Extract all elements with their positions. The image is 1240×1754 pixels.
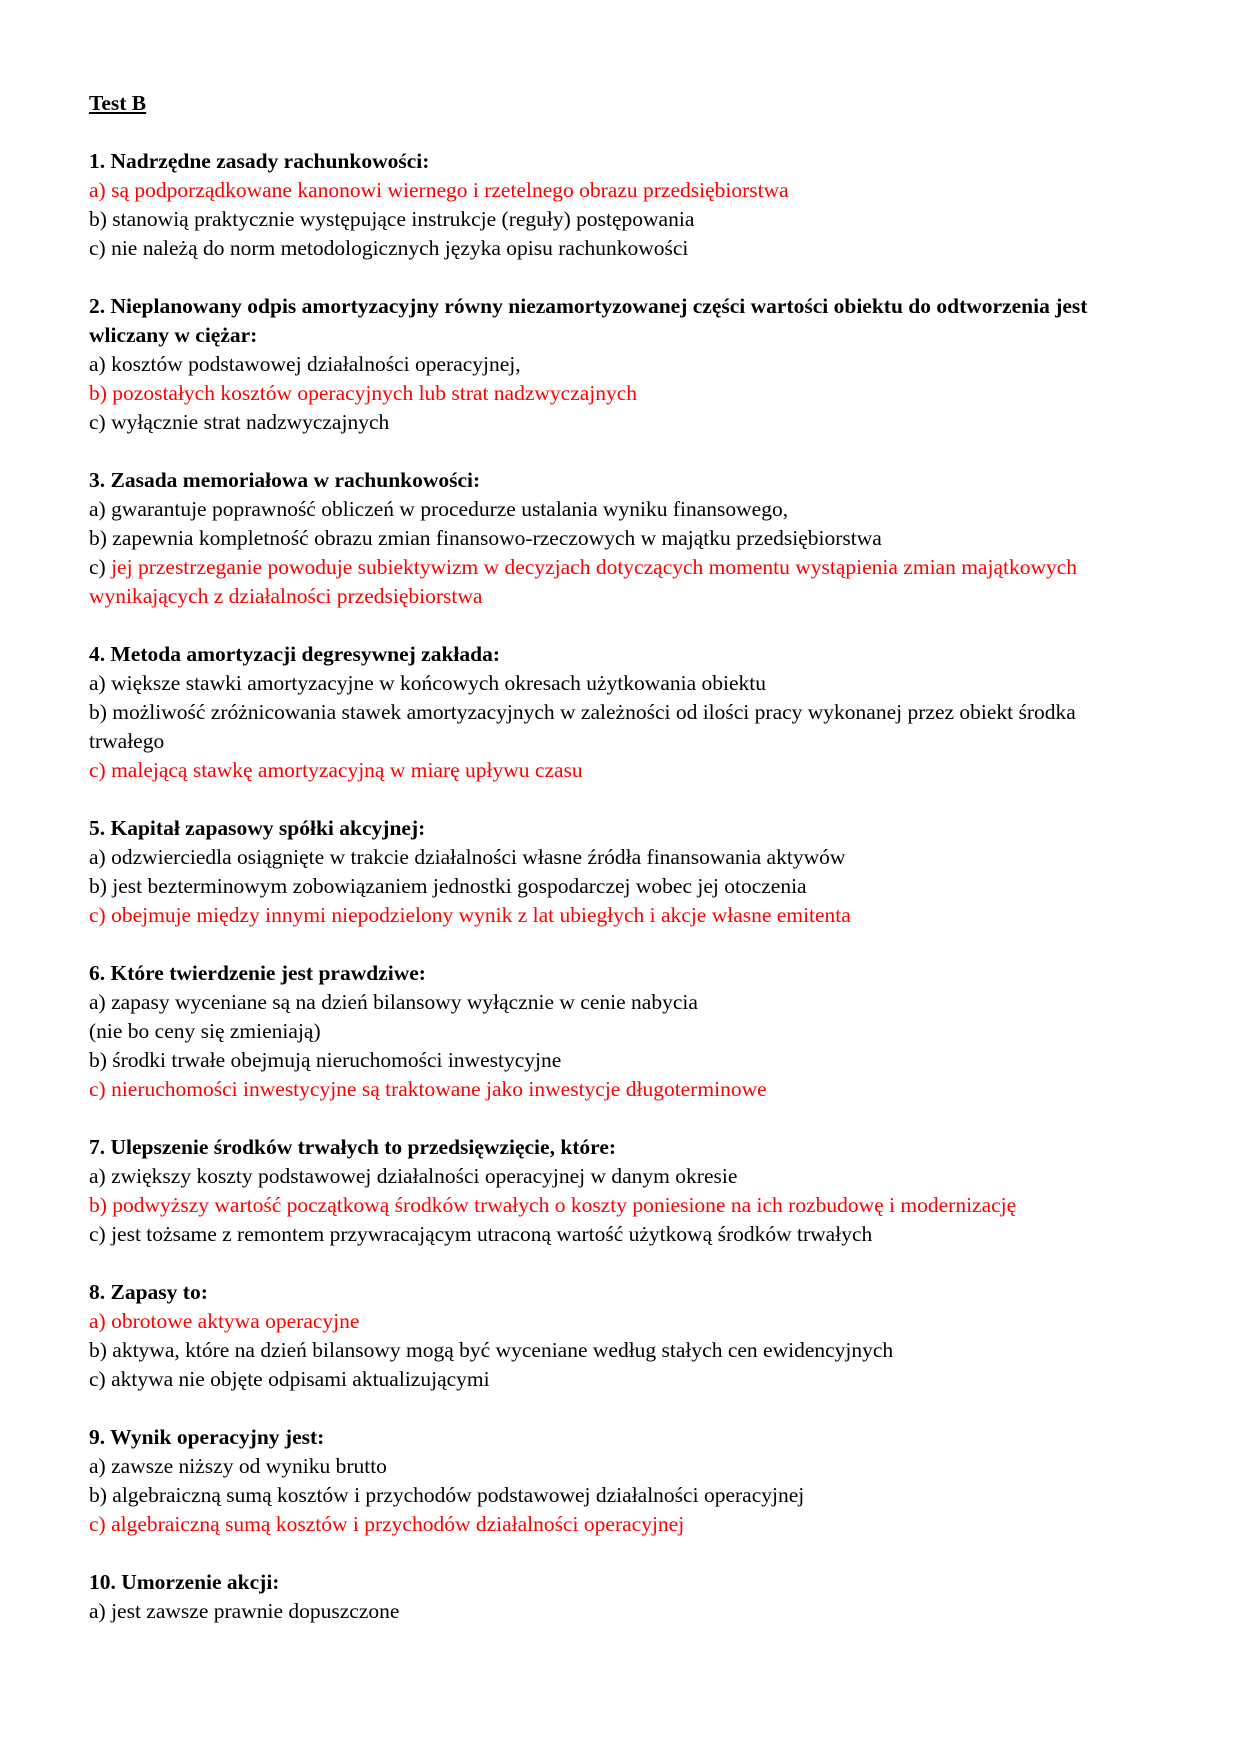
answer-a: a) jest zawsze prawnie dopuszczone [89, 1599, 400, 1623]
question-10 [89, 1568, 1149, 1626]
question-text: 10. Umorzenie akcji: [89, 1570, 280, 1594]
answer-a: a) kosztów podstawowej działalności operacyjnej, [89, 352, 521, 376]
answer-c: c) aktywa nie objęte odpisami aktualizującymi [89, 1367, 490, 1391]
question-6 [89, 959, 1149, 1104]
answer-note: (nie bo ceny się zmieniają) [89, 1019, 321, 1043]
question-text: 9. Wynik operacyjny jest: [89, 1425, 325, 1449]
question-5 [89, 814, 1149, 930]
question-4 [89, 640, 1149, 785]
answer-a: a) odzwierciedla osiągnięte w trakcie działalności własne źródła finansowania aktywów [89, 845, 846, 869]
answer-c: c) wyłącznie strat nadzwyczajnych [89, 410, 390, 434]
question-3 [89, 466, 1149, 611]
answer-c [89, 553, 1149, 611]
answer-b: b) stanowią praktycznie występujące instrukcje (reguły) postępowania [89, 207, 695, 231]
question-1 [89, 147, 1149, 263]
answer-c: c) jest tożsame z remontem przywracającym utraconą wartość użytkową środków trwałych [89, 1222, 873, 1246]
answer-c: c) obejmuje między innymi niepodzielony wynik z lat ubiegłych i akcje własne emitenta [89, 903, 851, 927]
question-7 [89, 1133, 1149, 1249]
question-text: 8. Zapasy to: [89, 1280, 208, 1304]
question-text: 4. Metoda amortyzacji degresywnej zakłada: [89, 642, 500, 666]
question-text: 5. Kapitał zapasowy spółki akcyjnej: [89, 816, 426, 840]
answer-b: b) zapewnia kompletność obrazu zmian finansowo-rzeczowych w majątku przedsiębiorstwa [89, 526, 882, 550]
answer-b: b) jest bezterminowym zobowiązaniem jednostki gospodarczej wobec jej otoczenia [89, 874, 807, 898]
answer-a: a) większe stawki amortyzacyjne w końcowych okresach użytkowania obiektu [89, 671, 767, 695]
answer-b: b) pozostałych kosztów operacyjnych lub strat nadzwyczajnych [89, 381, 638, 405]
question-text: 2. Nieplanowany odpis amortyzacyjny równy niezamortyzowanej części wartości obiektu do odtworzenia jest wliczany w ciężar: [89, 294, 1088, 347]
answer-c: c) nieruchomości inwestycyjne są traktowane jako inwestycje długoterminowe [89, 1077, 767, 1101]
answer-c-prefix: c) [89, 555, 112, 579]
answer-c: c) malejącą stawkę amortyzacyjną w miarę upływu czasu [89, 758, 583, 782]
question-2 [89, 292, 1149, 437]
question-text: 6. Które twierdzenie jest prawdziwe: [89, 961, 426, 985]
question-text: 7. Ulepszenie środków trwałych to przedsięwzięcie, które: [89, 1135, 617, 1159]
answer-b: b) środki trwałe obejmują nieruchomości inwestycyjne [89, 1048, 562, 1072]
answer-a: a) zapasy wyceniane są na dzień bilansowy wyłącznie w cenie nabycia [89, 990, 698, 1014]
question-text: 1. Nadrzędne zasady rachunkowości: [89, 149, 430, 173]
answer-a: a) zwiększy koszty podstawowej działalności operacyjnej w danym okresie [89, 1164, 738, 1188]
test-title: Test B [89, 91, 147, 115]
answer-c-text: jej przestrzeganie powoduje subiektywizm w decyzjach dotyczących momentu wystąpienia zmian majątkowych wynikających z działalności przedsiębiorstwa [89, 555, 1078, 608]
answer-b: b) podwyższy wartość początkową środków trwałych o koszty poniesione na ich rozbudowę i modernizację [89, 1193, 1017, 1217]
answer-a: a) zawsze niższy od wyniku brutto [89, 1454, 387, 1478]
answer-b: b) algebraiczną sumą kosztów i przychodów podstawowej działalności operacyjnej [89, 1483, 805, 1507]
document-page [89, 89, 1149, 1655]
question-8 [89, 1278, 1149, 1394]
question-9 [89, 1423, 1149, 1539]
answer-b: b) możliwość zróżnicowania stawek amortyzacyjnych w zależności od ilości pracy wykonanej przez obiekt środka trwałego [89, 700, 1076, 753]
answer-a: a) obrotowe aktywa operacyjne [89, 1309, 360, 1333]
question-text: 3. Zasada memoriałowa w rachunkowości: [89, 468, 481, 492]
answer-a: a) gwarantuje poprawność obliczeń w procedurze ustalania wyniku finansowego, [89, 497, 789, 521]
answer-c: c) nie należą do norm metodologicznych języka opisu rachunkowości [89, 236, 689, 260]
answer-a: a) są podporządkowane kanonowi wiernego i rzetelnego obrazu przedsiębiorstwa [89, 178, 789, 202]
answer-c: c) algebraiczną sumą kosztów i przychodów działalności operacyjnej [89, 1512, 685, 1536]
answer-b: b) aktywa, które na dzień bilansowy mogą być wyceniane według stałych cen ewidencyjnych [89, 1338, 894, 1362]
